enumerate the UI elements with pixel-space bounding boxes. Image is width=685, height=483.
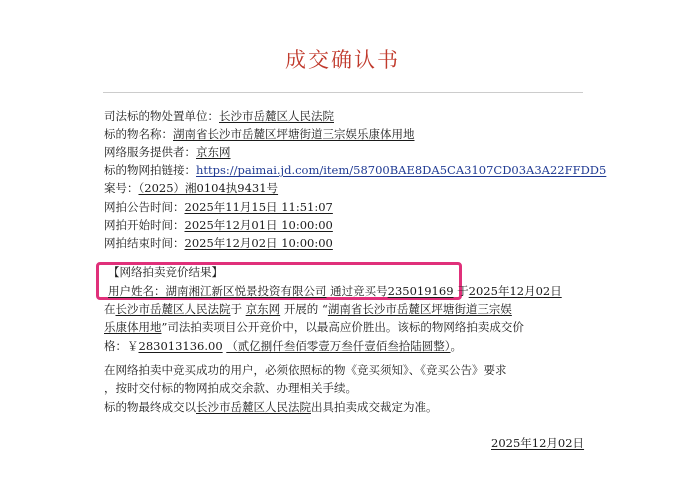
notice-line-2: ，按时交付标的物网拍成交余款、办理相关手续。 bbox=[104, 381, 357, 395]
field-announce-time: 网拍公告时间：2025年11月15日 11:51:07 bbox=[104, 200, 333, 214]
signature-date: 2025年12月02日 bbox=[491, 436, 585, 450]
result-line-4: 格：￥283013136.00 （贰亿捌仟叁佰零壹万叁仟壹佰叁拾陆圆整）。 bbox=[104, 339, 463, 353]
result-line-1: 用户姓名：湖南湘江新区悦景投资有限公司 通过竞买号235019169 于2025年12月02日 bbox=[108, 284, 562, 298]
bid-number: 235019169 bbox=[387, 284, 454, 298]
field-item-name: 标的物名称：湖南省长沙市岳麓区坪塘街道三宗娱乐康体用地 bbox=[104, 127, 415, 141]
result-heading: 【网络拍卖竞价结果】 bbox=[108, 265, 223, 279]
field-service-provider: 网络服务提供者：京东网 bbox=[104, 145, 231, 159]
final-statement: 标的物最终成交以长沙市岳麓区人民法院出具拍卖成交裁定为准。 bbox=[104, 400, 438, 414]
notice-line-1: 在网络拍卖中竞买成功的用户，必须依照标的物《竞买须知》、《竞买公告》要求 bbox=[104, 363, 507, 377]
title-divider bbox=[103, 92, 583, 93]
document-title: 成交确认书 bbox=[285, 48, 400, 72]
field-end-time: 网拍结束时间：2025年12月02日 10:00:00 bbox=[104, 236, 333, 250]
auction-link[interactable]: https://paimai.jd.com/item/58700BAE8DA5CA3107CD03A3A22FFDD5 bbox=[196, 163, 607, 177]
field-start-time: 网拍开始时间：2025年12月01日 10:00:00 bbox=[104, 218, 333, 232]
winning-bidder: 湖南湘江新区悦景投资有限公司 bbox=[165, 284, 327, 298]
final-price: 283013136.00 bbox=[138, 339, 223, 353]
result-line-2: 在长沙市岳麓区人民法院于 京东网 开展的 “湖南省长沙市岳麓区坪塘街道三宗娱 bbox=[104, 302, 512, 316]
result-line-3: 乐康体用地”司法拍卖项目公开竞价中，以最高应价胜出。该标的物网络拍卖成交价 bbox=[104, 320, 524, 334]
field-auction-link: 标的物网拍链接：https://paimai.jd.com/item/58700BAE8DA5CA3107CD03A3A22FFDD5 bbox=[104, 163, 607, 177]
final-price-chinese: （贰亿捌仟叁佰零壹万叁仟壹佰叁拾陆圆整） bbox=[226, 339, 451, 353]
field-disposal-unit: 司法标的物处置单位：长沙市岳麓区人民法院 bbox=[104, 109, 334, 123]
field-case-number: 案号：（2025）湘0104执9431号 bbox=[104, 181, 279, 195]
